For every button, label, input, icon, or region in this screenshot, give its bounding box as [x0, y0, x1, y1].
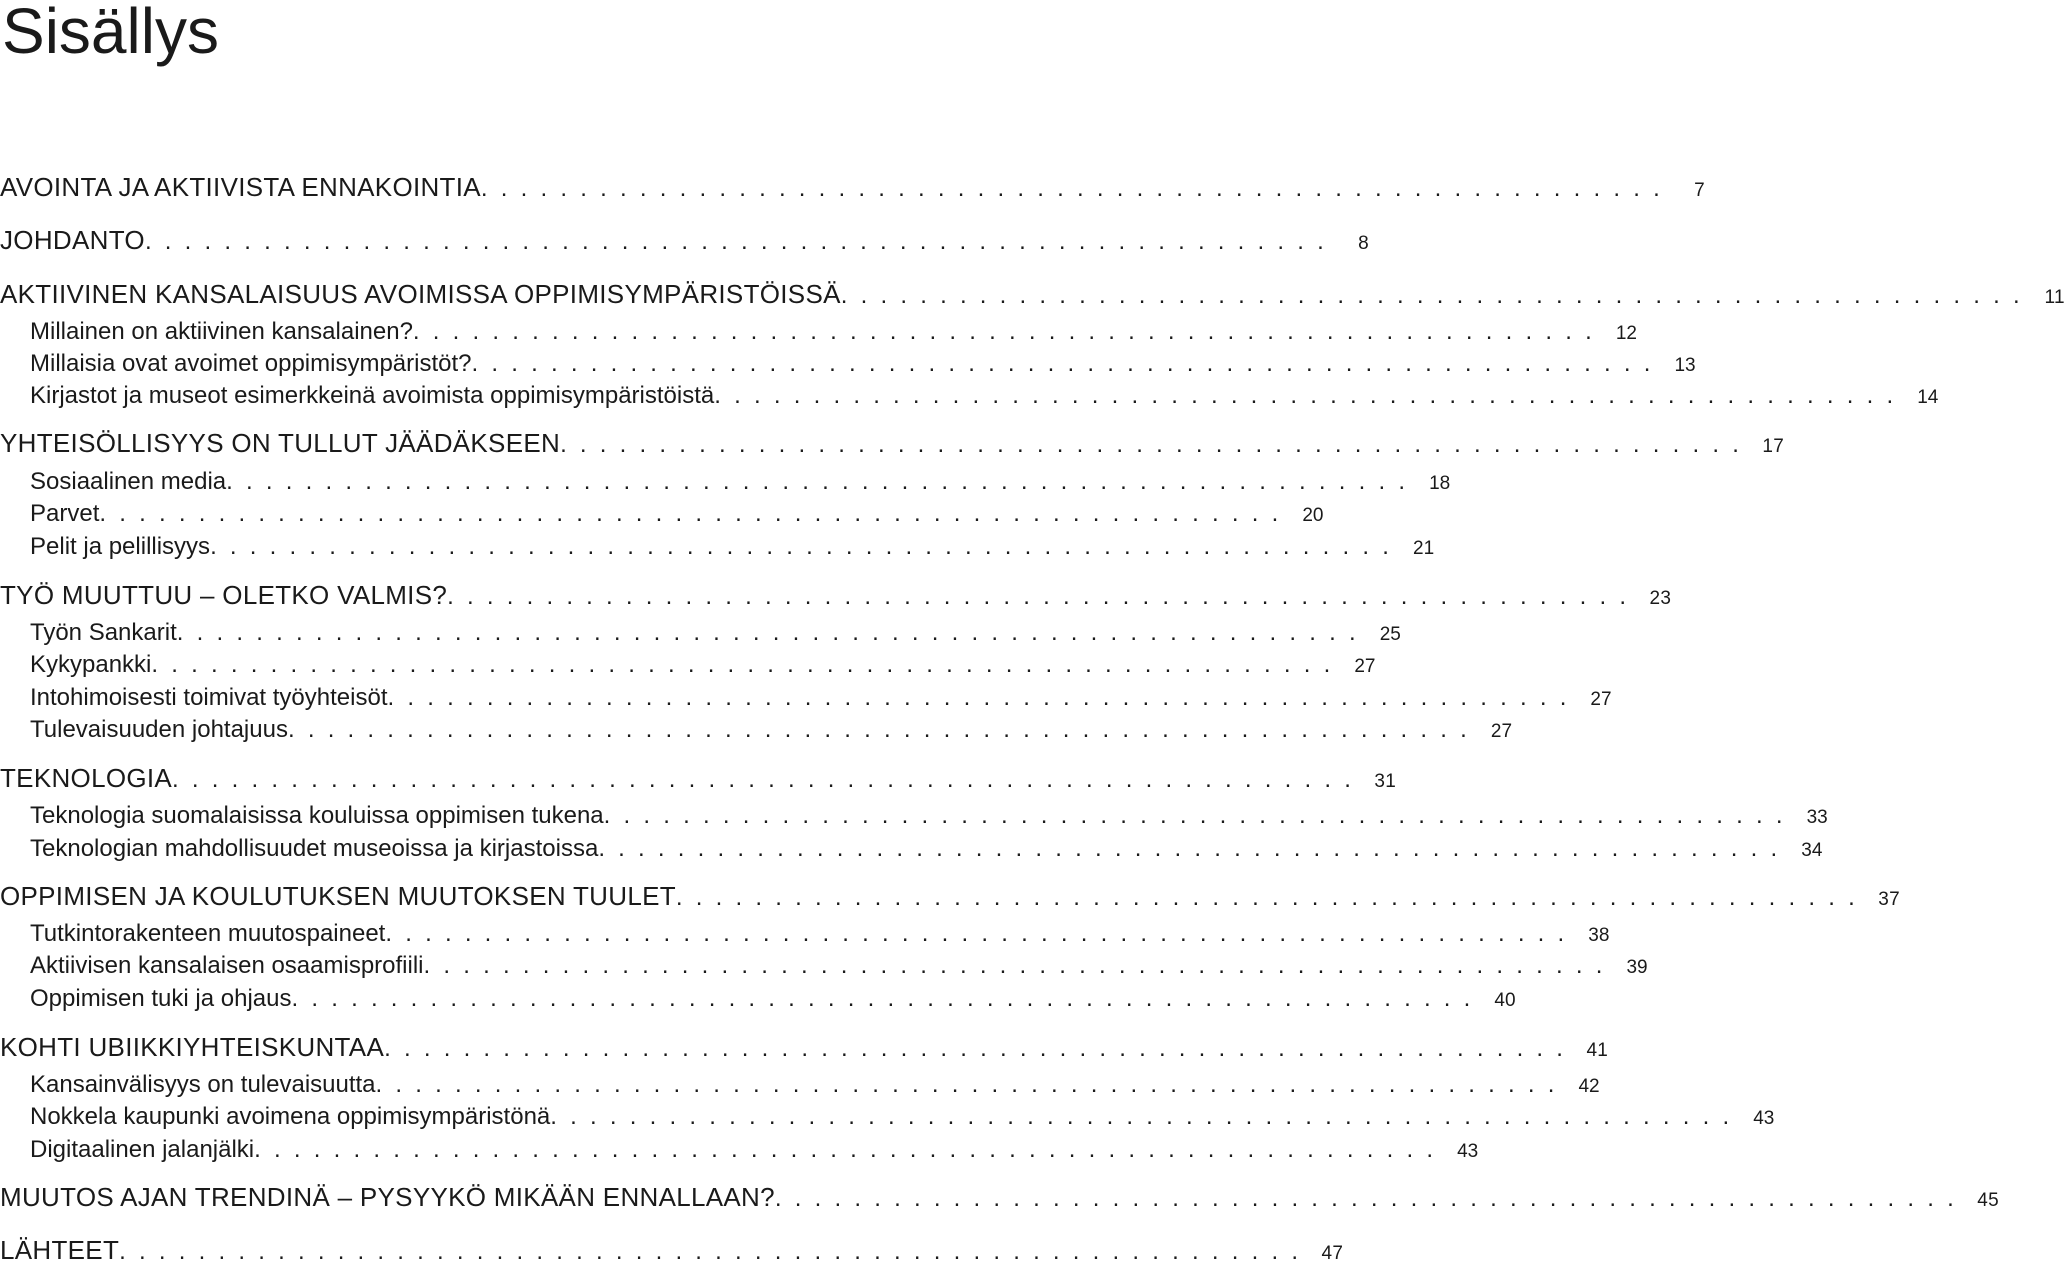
toc-entry-label: OPPIMISEN JA KOULUTUKSEN MUUTOKSEN TUULET — [0, 881, 676, 911]
toc-entry[interactable] — [0, 1136, 1479, 1164]
toc-dot-leader: ............................................................ — [447, 583, 1640, 610]
toc-dot-leader: ............................................................ — [387, 684, 1580, 711]
toc-page-number: 37 — [1878, 889, 1900, 910]
toc-entry-label: MUUTOS AJAN TRENDINÄ – PYSYYKÖ MIKÄÄN ENNALLAAN? — [0, 1182, 775, 1212]
toc-page-number: 8 — [1358, 233, 1370, 254]
toc-page-number: 38 — [1588, 925, 1610, 946]
toc-entry-label: Teknologia suomalaisissa kouluissa oppimisen tukena — [30, 802, 604, 829]
toc-page-number: 34 — [1801, 840, 1823, 861]
toc-entry-label: Kansainvälisyys on tulevaisuutta — [30, 1071, 376, 1098]
toc-entry[interactable] — [0, 468, 1451, 496]
toc-entry-label: LÄHTEET — [0, 1235, 120, 1265]
toc-entry[interactable] — [0, 500, 1324, 528]
toc-entry[interactable] — [0, 1182, 1999, 1213]
toc-dot-leader: ............................................................ — [412, 318, 1605, 345]
toc-page-number: 7 — [1694, 180, 1705, 201]
toc-entry-label: KOHTI UBIIKKIYHTEISKUNTAA — [0, 1032, 385, 1062]
toc-entry[interactable] — [0, 985, 1516, 1013]
toc-dot-leader: ............................................................ — [675, 884, 1868, 911]
toc-page-number: 27 — [1354, 656, 1376, 677]
toc-dot-leader: ............................................................ — [471, 350, 1664, 377]
toc-entry-label: TYÖ MUUTTUU – OLETKO VALMIS? — [0, 580, 448, 610]
toc-dot-leader: ............................................................ — [560, 431, 1753, 458]
toc-dot-leader: ............................................................ — [99, 500, 1292, 527]
toc-page-number: 27 — [1490, 721, 1513, 742]
toc-entry[interactable] — [0, 172, 1705, 203]
toc-entry[interactable] — [0, 952, 1648, 980]
toc-entry[interactable] — [0, 763, 1397, 794]
toc-entry[interactable] — [0, 881, 1900, 912]
toc-page-number: 43 — [1457, 1141, 1479, 1162]
toc-entry[interactable] — [0, 279, 2065, 310]
toc-entry-label: Intohimoisesti toimivat työyhteisöt — [30, 684, 388, 711]
toc-entry[interactable] — [0, 684, 1612, 712]
toc-entry-label: TEKNOLOGIA — [0, 763, 173, 793]
toc-dot-leader: ............................................................ — [151, 651, 1344, 678]
toc-page-number: 31 — [1374, 771, 1397, 792]
toc-page-number: 45 — [1977, 1190, 1999, 1211]
toc-entry-label: Sosiaalinen media — [30, 468, 227, 495]
toc-dot-leader: ............................................................ — [254, 1136, 1447, 1163]
toc-entry-label: Millaisia ovat avoimet oppimisympäristöt? — [30, 350, 472, 377]
toc-entry[interactable] — [0, 580, 1672, 611]
toc-entry-label: Kykypankki — [30, 651, 152, 678]
toc-dot-leader: ............................................................ — [423, 952, 1616, 979]
toc-page-number: 20 — [1302, 505, 1324, 526]
toc-entry[interactable] — [0, 651, 1376, 679]
toc-entry[interactable] — [0, 802, 1828, 830]
toc-entry[interactable] — [0, 225, 1370, 256]
toc-entry[interactable] — [0, 835, 1823, 863]
toc-entry-label: YHTEISÖLLISYYS ON TULLUT JÄÄDÄKSEEN — [0, 428, 561, 458]
toc-dot-leader: ............................................................ — [172, 766, 1365, 793]
toc-entry[interactable] — [0, 318, 1637, 346]
toc-entry[interactable] — [0, 920, 1610, 948]
toc-page-number: 25 — [1379, 624, 1401, 645]
toc-page-number: 21 — [1413, 538, 1435, 559]
toc-entry-label: Tulevaisuuden johtajuus — [30, 716, 288, 743]
toc-page-number: 39 — [1626, 957, 1648, 978]
toc-dot-leader: ............................................................ — [603, 802, 1796, 829]
toc-dot-leader: ............................................................ — [210, 533, 1403, 560]
toc-dot-leader: ............................................................ — [226, 468, 1419, 495]
toc-entry-label: JOHDANTO — [0, 225, 145, 255]
toc-entry[interactable] — [0, 1235, 1344, 1266]
toc-page-number: 17 — [1762, 436, 1785, 457]
toc-page-number: 18 — [1429, 473, 1451, 494]
toc-dot-leader: ............................................................ — [144, 228, 1338, 255]
toc-entry[interactable] — [0, 1071, 1600, 1099]
toc-dot-leader: ............................................................ — [119, 1238, 1312, 1265]
toc-entry-label: AVOINTA JA AKTIIVISTA ENNAKOINTIA — [0, 172, 481, 202]
toc-dot-leader: ............................................................ — [384, 1035, 1577, 1062]
toc-page-number: 43 — [1753, 1108, 1775, 1129]
toc-entry-label: Digitaalinen jalanjälki — [30, 1136, 255, 1163]
toc-dot-leader: ............................................................ — [598, 835, 1791, 862]
toc-dot-leader: ............................................................ — [176, 619, 1369, 646]
toc-entry[interactable] — [0, 428, 1785, 459]
toc-dot-leader: ............................................................ — [840, 282, 2033, 309]
page-title: Sisällys — [2, 0, 219, 67]
toc-dot-leader: ............................................................ — [550, 1103, 1743, 1130]
toc-dot-leader: ............................................................ — [375, 1071, 1568, 1098]
toc-entry[interactable] — [0, 716, 1513, 744]
toc-entry-label: Nokkela kaupunki avoimena oppimisympäristönä — [30, 1103, 551, 1130]
toc-entry[interactable] — [0, 533, 1435, 561]
toc-entry-label: Teknologian mahdollisuudet museoissa ja kirjastoissa — [30, 835, 599, 862]
toc-dot-leader: ............................................................ — [774, 1185, 1967, 1212]
toc-entry-label: Työn Sankarit — [30, 619, 177, 646]
toc-entry-label: Parvet — [30, 500, 100, 527]
toc-entry[interactable] — [0, 619, 1401, 647]
toc-page-number: 27 — [1590, 689, 1612, 710]
toc-entry[interactable] — [0, 350, 1696, 378]
toc-dot-leader: ............................................................ — [287, 716, 1481, 743]
toc-page-number: 41 — [1586, 1040, 1609, 1061]
toc-page-number: 33 — [1806, 807, 1828, 828]
toc-page-number: 42 — [1578, 1076, 1600, 1097]
toc-page-number: 11 — [2044, 287, 2065, 308]
toc-page-number: 13 — [1674, 355, 1696, 376]
toc-entry-label: Pelit ja pelillisyys — [30, 533, 211, 560]
toc-entry-label: Kirjastot ja museot esimerkkeinä avoimista oppimisympäristöistä — [30, 382, 715, 409]
toc-entry-label: Tutkintorakenteen muutospaineet — [30, 920, 386, 947]
toc-page-number: 12 — [1615, 323, 1637, 344]
toc-dot-leader: ............................................................ — [714, 382, 1907, 409]
toc-entry-label: Oppimisen tuki ja ohjaus — [30, 985, 292, 1012]
toc-page-number: 40 — [1494, 990, 1516, 1011]
toc-dot-leader: ............................................................ — [385, 920, 1578, 947]
toc-page-number: 14 — [1917, 387, 1939, 408]
toc-page-number: 23 — [1649, 588, 1672, 609]
toc-entry[interactable] — [0, 382, 1939, 410]
toc-page-number: 47 — [1321, 1243, 1344, 1264]
toc-entry[interactable] — [0, 1103, 1775, 1131]
toc-entry[interactable] — [0, 1032, 1609, 1063]
toc-entry-label: AKTIIVINEN KANSALAISUUS AVOIMISSA OPPIMISYMPÄRISTÖISSÄ — [0, 279, 841, 309]
toc-dot-leader: ............................................................ — [291, 985, 1484, 1012]
toc-entry-label: Aktiivisen kansalaisen osaamisprofiili — [30, 952, 424, 979]
toc-dot-leader: ............................................................ — [480, 175, 1673, 202]
toc-entry-label: Millainen on aktiivinen kansalainen? — [30, 318, 413, 345]
